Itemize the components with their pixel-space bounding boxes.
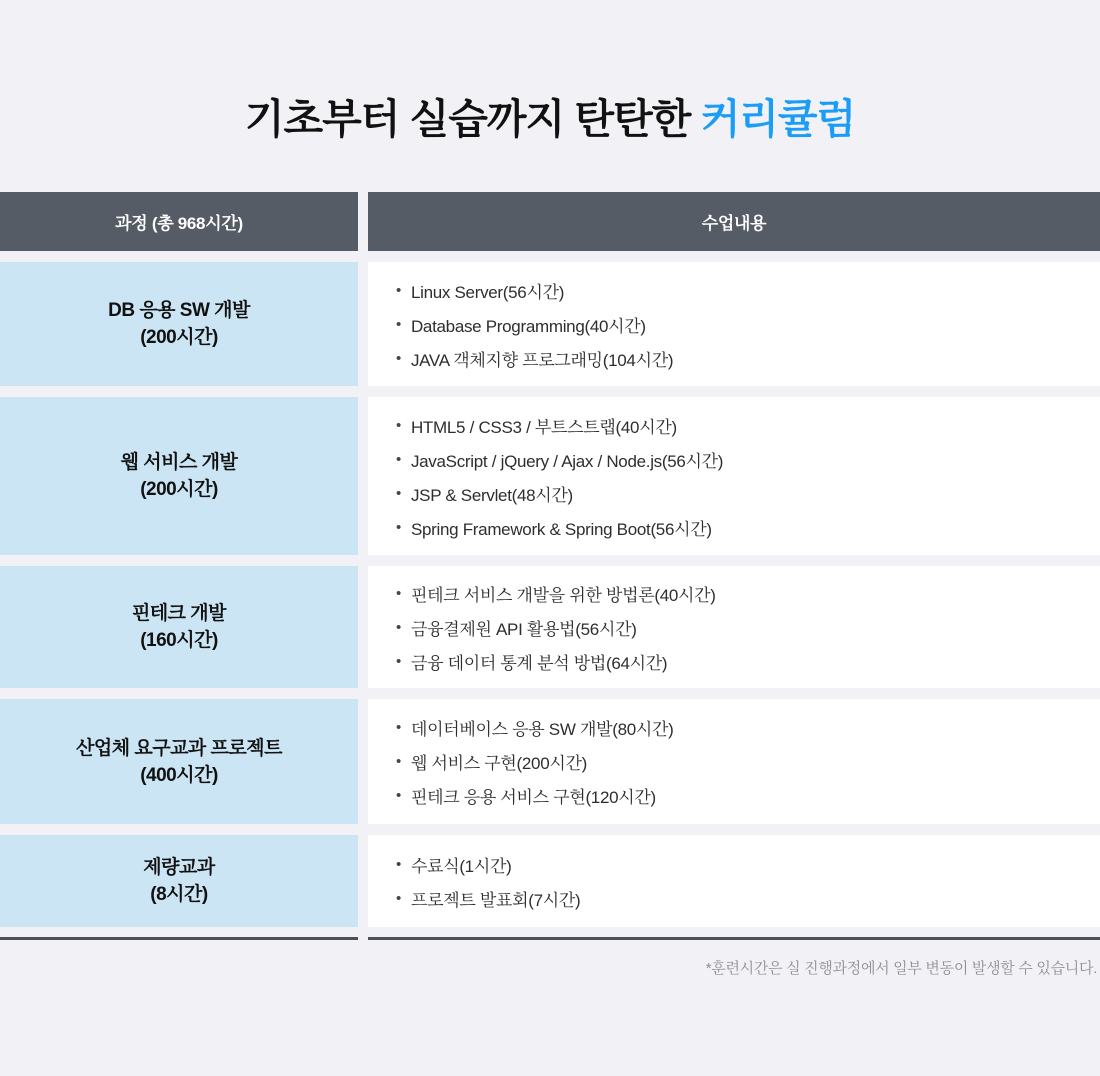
bullet-icon: • bbox=[396, 349, 401, 367]
table-header-row bbox=[0, 192, 1100, 251]
course-cell bbox=[0, 566, 358, 688]
curriculum-item bbox=[396, 745, 674, 779]
bullet-icon: • bbox=[396, 281, 401, 299]
bullet-icon: • bbox=[396, 618, 401, 636]
bullet-icon: • bbox=[396, 753, 401, 771]
curriculum-item bbox=[396, 476, 723, 510]
curriculum-item-label: 데이터베이스 응용 SW 개발(80시간) bbox=[410, 720, 674, 740]
curriculum-item bbox=[396, 442, 723, 476]
course-name: 제량교과 bbox=[143, 857, 215, 879]
content-cell bbox=[368, 397, 1100, 555]
bullet-icon: • bbox=[396, 518, 401, 536]
table-row bbox=[0, 835, 1100, 927]
bullet-icon: • bbox=[396, 855, 401, 873]
curriculum-item-label: JavaScript / jQuery / Ajax / Node.js(56시간) bbox=[410, 451, 724, 471]
curriculum-item bbox=[396, 307, 673, 341]
bottom-border-right bbox=[368, 937, 1100, 940]
curriculum-item-label: 핀테크 서비스 개발을 위한 방법론(40시간) bbox=[410, 585, 716, 605]
curriculum-item-list bbox=[396, 576, 716, 678]
table-row bbox=[0, 699, 1100, 824]
bullet-icon: • bbox=[396, 889, 401, 907]
title-text: 기초부터 실습까지 탄탄한 bbox=[244, 96, 701, 142]
curriculum-item bbox=[396, 610, 716, 644]
course-hours: (8시간) bbox=[150, 884, 208, 906]
bullet-icon: • bbox=[396, 450, 401, 468]
curriculum-item bbox=[396, 881, 580, 915]
column-header-content: 수업내용 bbox=[368, 192, 1100, 251]
curriculum-item-label: 금융결제원 API 활용법(56시간) bbox=[410, 619, 637, 639]
bullet-icon: • bbox=[396, 787, 401, 805]
curriculum-item-list bbox=[396, 711, 674, 813]
curriculum-item bbox=[396, 273, 673, 307]
curriculum-item-label: Database Programming(40시간) bbox=[410, 316, 646, 336]
curriculum-item-list bbox=[396, 273, 673, 375]
curriculum-item bbox=[396, 576, 716, 610]
curriculum-item bbox=[396, 847, 580, 881]
curriculum-item bbox=[396, 644, 716, 678]
bullet-icon: • bbox=[396, 484, 401, 502]
course-cell bbox=[0, 835, 358, 927]
curriculum-item bbox=[396, 711, 674, 745]
curriculum-item-label: Linux Server(56시간) bbox=[410, 282, 565, 302]
course-hours: (200시간) bbox=[140, 327, 218, 349]
content-cell bbox=[368, 566, 1100, 688]
course-cell bbox=[0, 699, 358, 824]
bottom-border-left bbox=[0, 937, 358, 940]
curriculum-item-label: HTML5 / CSS3 / 부트스트랩(40시간) bbox=[410, 417, 677, 437]
content-cell bbox=[368, 835, 1100, 927]
table-bottom-border bbox=[0, 937, 1100, 940]
course-hours: (160시간) bbox=[140, 630, 218, 652]
curriculum-item bbox=[396, 779, 674, 813]
content-cell bbox=[368, 262, 1100, 386]
course-cell bbox=[0, 397, 358, 555]
curriculum-item bbox=[396, 408, 723, 442]
course-name: 핀테크 개발 bbox=[131, 603, 227, 625]
bullet-icon: • bbox=[396, 315, 401, 333]
curriculum-item bbox=[396, 510, 723, 544]
bullet-icon: • bbox=[396, 416, 401, 434]
curriculum-item-list bbox=[396, 847, 580, 915]
course-hours: (200시간) bbox=[140, 479, 218, 501]
bullet-icon: • bbox=[396, 584, 401, 602]
curriculum-item-label: 수료식(1시간) bbox=[410, 856, 512, 876]
curriculum-item-label: JAVA 객체지향 프로그래밍(104시간) bbox=[410, 350, 674, 370]
curriculum-item bbox=[396, 341, 673, 375]
course-hours: (400시간) bbox=[140, 764, 218, 786]
column-header-course: 과정 (총 968시간) bbox=[0, 192, 358, 251]
course-cell bbox=[0, 262, 358, 386]
bullet-icon: • bbox=[396, 719, 401, 737]
course-name: DB 응용 SW 개발 bbox=[108, 300, 250, 322]
curriculum-table bbox=[0, 192, 1100, 940]
curriculum-item-list bbox=[396, 408, 723, 544]
curriculum-item-label: Spring Framework & Spring Boot(56시간) bbox=[410, 519, 712, 539]
curriculum-item-label: 금융 데이터 통계 분석 방법(64시간) bbox=[410, 653, 668, 673]
course-name: 웹 서비스 개발 bbox=[120, 452, 238, 474]
footnote: *훈련시간은 실 진행과정에서 일부 변동이 발생할 수 있습니다. bbox=[705, 960, 1097, 978]
bullet-icon: • bbox=[396, 652, 401, 670]
table-body bbox=[0, 262, 1100, 927]
curriculum-item-label: 핀테크 응용 서비스 구현(120시간) bbox=[410, 788, 656, 808]
content-cell bbox=[368, 699, 1100, 824]
table-row bbox=[0, 397, 1100, 555]
page-title bbox=[0, 0, 1100, 143]
course-name: 산업체 요구교과 프로젝트 bbox=[76, 737, 282, 759]
curriculum-item-label: 프로젝트 발표회(7시간) bbox=[410, 890, 581, 910]
table-row bbox=[0, 262, 1100, 386]
curriculum-item-label: 웹 서비스 구현(200시간) bbox=[410, 754, 587, 774]
title-highlight: 커리큘럼 bbox=[700, 96, 856, 142]
curriculum-item-label: JSP & Servlet(48시간) bbox=[410, 485, 573, 505]
table-row bbox=[0, 566, 1100, 688]
